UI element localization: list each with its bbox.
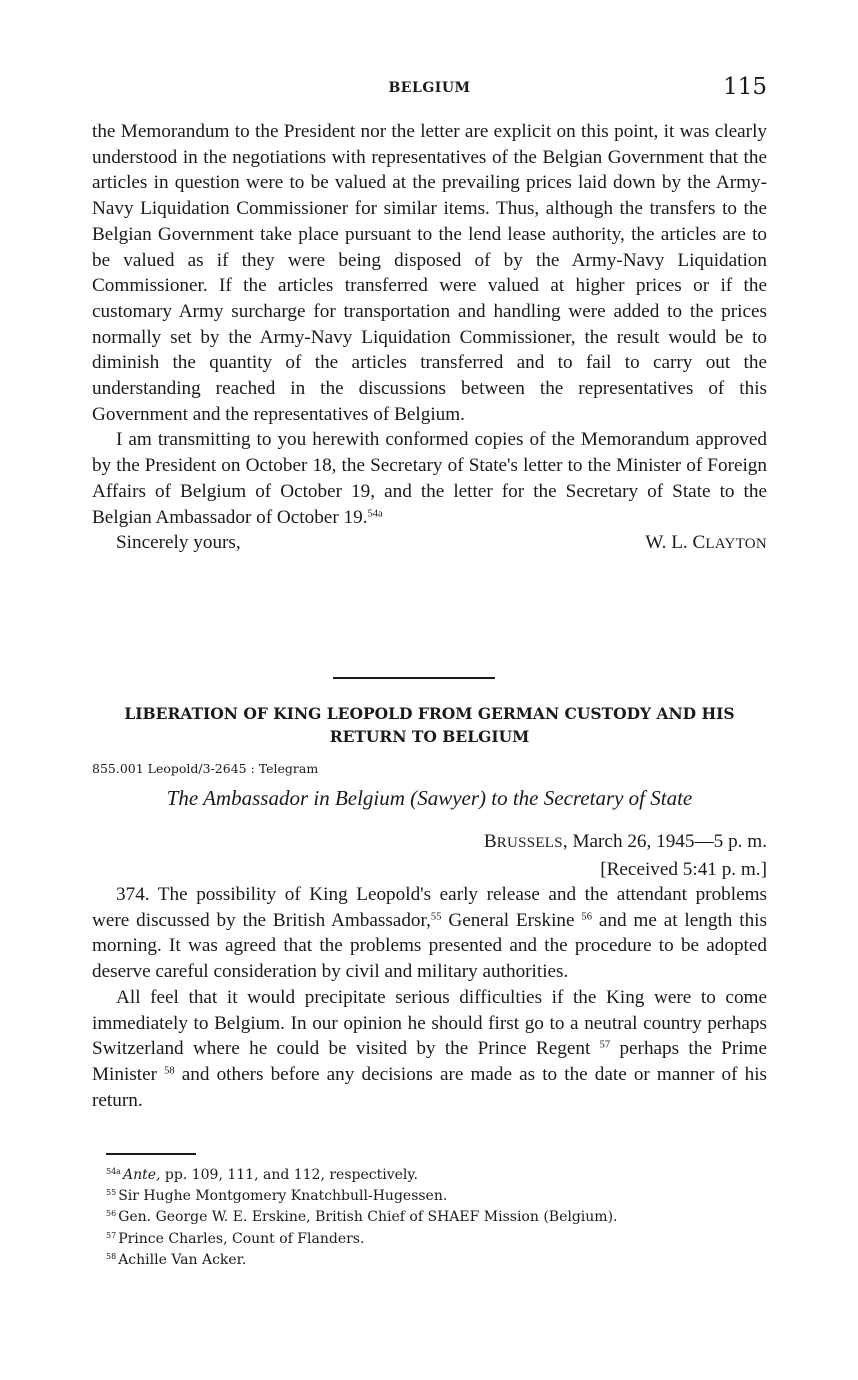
footnotes xyxy=(106,1163,617,1269)
sender-name: Sawyer xyxy=(417,786,480,810)
document-title: The Ambassador in Belgium (Sawyer) to the Secretary of State xyxy=(166,786,693,810)
footnote-ref: 57 xyxy=(599,1039,611,1051)
footnote: $^{55}$ Sir Hughe Montgomery Knatchbull-Hugessen. xyxy=(106,1188,448,1205)
section-divider xyxy=(333,677,495,679)
letter-paragraph: the Memorandum to the President nor the letter are explicit on this point, it was clearly understood in the negotiations with representatives of the Belgian Government that the articles in question were to be valued at the prevailing prices laid down by the Army-Navy Liquidation Commissioner for similar items. Thus, although the transfers to the Belgian Government take place pursuant to the lend lease authority, the articles are to be valued as if they were being disposed of by the Army-Navy Liquidation Commissioner. If the articles transferred were valued at higher prices or if the customary Army surcharge for transportation and handling were added to the prices normally set by the Army-Navy Liquidation Commissioner, the result would be to diminish the quantity of the articles transferred and to fail to carry out the understanding reached in the discussions between the representatives of this Government and the representatives of Belgium. xyxy=(92,121,767,425)
footnote-ref: 55 xyxy=(430,911,442,923)
footnote-ref: 58 xyxy=(164,1065,175,1077)
telegram-paragraph: 374. The possibility of King Leopold's early release and the attendant problems were discussed by the British Ambassador,$^{55}$ General Erskine $^{56}$ and me at length this morning. It was agreed that the problems presented and the procedure to be adopted deserve careful consideration by civil and military authorities. xyxy=(92,884,767,983)
footnote: $^{58}$ Achille Van Acker. xyxy=(106,1251,247,1268)
footnote: $^{54a}$ Ante, pp. 109, 111, and 112, respectively. xyxy=(106,1167,418,1183)
section-heading: LIBERATION OF KING LEOPOLD FROM GERMAN CUSTODY AND HIS RETURN TO BELGIUM xyxy=(124,704,735,746)
footnote-rule xyxy=(106,1153,196,1155)
signature: W. L. CLAYTON xyxy=(645,532,767,554)
footnote: $^{57}$ Prince Charles, Count of Flanders. xyxy=(106,1230,365,1247)
telegram-body xyxy=(92,882,767,1113)
running-title: BELGIUM xyxy=(388,80,471,96)
telegram-paragraph: All feel that it would precipitate serious difficulties if the King were to come immediately to Belgium. In our opinion he should first go to a neutral country perhaps Switzerland where he could be visited by the Prince Regent $^{57}$ perhaps the Prime Minister $^{58}$ and others before any decisions are made as to the date or manner of his return. xyxy=(92,986,768,1111)
letter-paragraph: I am transmitting to you herewith conformed copies of the Memorandum approved by the President on October 18, the Secretary of State's letter to the Minister of Foreign Affairs of Belgium of October 19, and the letter for the Secretary of State to the Belgian Ambassador of October 19.$^{54a}$ xyxy=(92,429,767,528)
closing-text: Sincerely yours, xyxy=(116,532,241,554)
footnote-ref: 56 xyxy=(581,911,592,923)
running-header xyxy=(92,74,767,104)
letter-closing xyxy=(92,530,767,558)
footnote: $^{56}$ Gen. George W. E. Erskine, British Chief of SHAEF Mission (Belgium). xyxy=(106,1209,618,1226)
letter-body xyxy=(92,119,767,558)
received-time: [Received 5:41 p. m.] xyxy=(600,858,767,880)
page-number: 115 xyxy=(723,74,767,100)
footnote-ref: 54a xyxy=(367,508,383,520)
file-reference: 855.001 Leopold/3-2645 : Telegram xyxy=(92,761,319,776)
dateline: BRUSSELS, March 26, 1945—5 p. m. [Received 5:41 p. m.] xyxy=(484,829,767,882)
